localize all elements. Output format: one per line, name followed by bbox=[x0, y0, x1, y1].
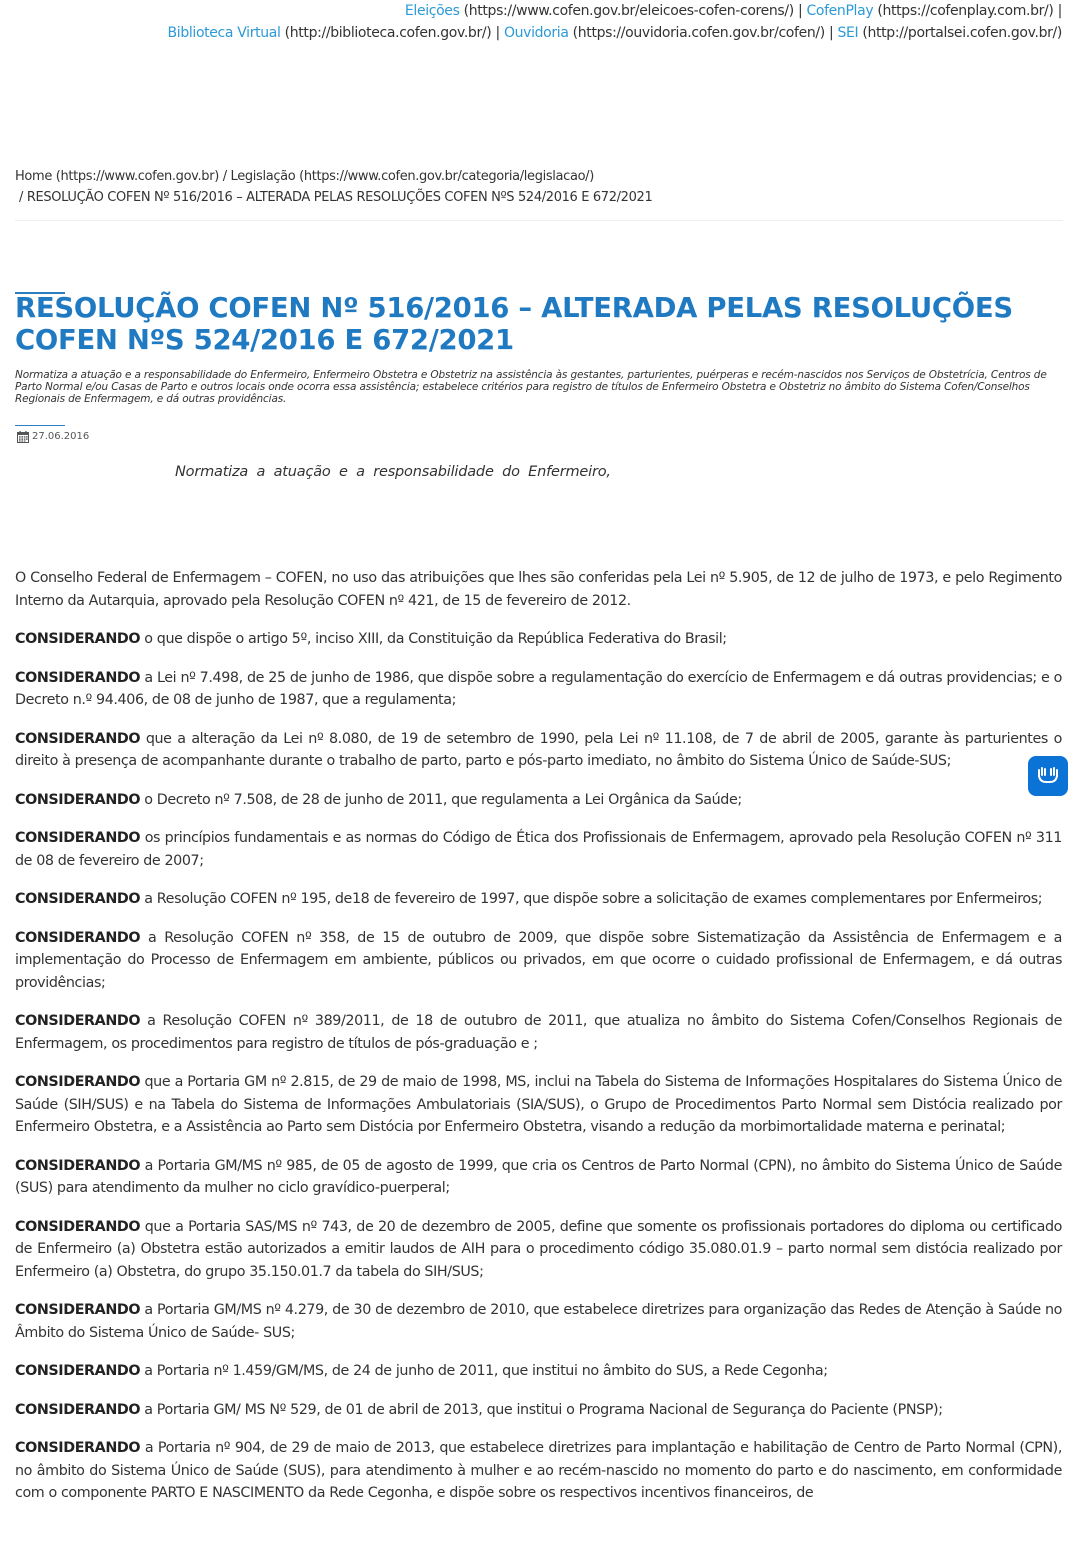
article-body bbox=[15, 567, 1062, 1521]
considerando-text: a Portaria nº 904, de 29 de maio de 2013, que estabelece diretrizes para implantação e habilitação de Centro de Parto Normal (CPN), no âmbito do Sistema Único de Saúde (SUS), para atendimento à mulher e ao recém-nascido no momento do parto e do nascimento, em conformidade com o componente PARTO E NASCIMENTO da Rede Cegonha, e dispõe sobre os respectivos incentivos financeiros, de bbox=[15, 1440, 1062, 1501]
considerando-keyword: CONSIDERANDO bbox=[15, 1401, 141, 1418]
ementa-quote: Normatiza a atuação e a responsabilidade do Enfermeiro, bbox=[175, 464, 611, 480]
considerando-text: a Lei nº 7.498, de 25 de junho de 1986, que dispõe sobre a regulamentação do exercício de Enfermagem e dá outras providencias; e o Decreto n.º 94.406, de 08 de junho de 1987, que a regulamenta; bbox=[15, 669, 1062, 708]
considerando-paragraph bbox=[15, 628, 1062, 651]
considerando-keyword: CONSIDERANDO bbox=[15, 730, 141, 747]
considerando-paragraph bbox=[15, 927, 1062, 995]
considerando-paragraph bbox=[15, 1360, 1062, 1383]
link-ouvidoria[interactable]: Ouvidoria bbox=[503, 25, 569, 41]
considerando-paragraph bbox=[15, 728, 1062, 773]
breadcrumb-separator: / bbox=[19, 190, 24, 205]
considerando-text: a Portaria GM/ MS Nº 529, de 01 de abril de 2013, que institui o Programa Nacional de Segurança do Paciente (PNSP); bbox=[144, 1401, 943, 1418]
top-links-line-2 bbox=[168, 22, 1062, 44]
breadcrumb bbox=[15, 166, 1063, 208]
considerando-text: a Portaria GM/MS nº 985, de 05 de agosto de 1999, que cria os Centros de Parto Normal (CPN), no âmbito do Sistema Único de Saúde (SUS) para atendimento da mulher no ciclo gravídico-puerperal; bbox=[15, 1157, 1062, 1196]
considerando-paragraph bbox=[15, 1437, 1062, 1505]
sign-language-hands-icon bbox=[1035, 763, 1061, 789]
considerando-keyword: CONSIDERANDO bbox=[15, 1157, 141, 1174]
considerando-paragraph bbox=[15, 1399, 1062, 1422]
considerando-text: os princípios fundamentais e as normas do Código de Ética dos Profissionais de Enfermagem, aprovado pela Resolução COFEN nº 311 de 08 de fevereiro de 2007; bbox=[15, 830, 1062, 869]
nav-separator: | bbox=[828, 25, 834, 41]
top-links-line-1 bbox=[168, 0, 1062, 22]
considerando-keyword: CONSIDERANDO bbox=[15, 669, 141, 686]
nav-separator: | bbox=[797, 3, 803, 19]
considerandos-list bbox=[15, 628, 1062, 1505]
considerando-keyword: CONSIDERANDO bbox=[15, 1363, 141, 1379]
considerando-paragraph bbox=[15, 667, 1062, 712]
considerando-paragraph bbox=[15, 1216, 1062, 1284]
considerando-text: que a Portaria SAS/MS nº 743, de 20 de dezembro de 2005, define que somente os profissionais portadores do diploma ou certificado de Enfermeiro (a) Obstetra estão autorizados a emitir laudos de AIH para o procedimento código 35.080.01.9 – parto normal sem distócia realizado por Enfermeiro (a) Obstetra, do grupo 35.150.01.7 da tabela do SIH/SUS; bbox=[15, 1218, 1062, 1280]
link-biblioteca-virtual[interactable]: Biblioteca Virtual bbox=[167, 25, 281, 41]
nav-separator: | bbox=[495, 25, 500, 41]
accessibility-button[interactable] bbox=[1028, 756, 1068, 796]
breadcrumb-legislacao[interactable]: Legislação (https://www.cofen.gov.br/categoria/legislacao/) bbox=[230, 169, 594, 184]
considerando-text: a Portaria nº 1.459/GM/MS, de 24 de junho de 2011, que institui no âmbito do SUS, a Rede Cegonha; bbox=[144, 1363, 828, 1379]
publish-date bbox=[17, 430, 89, 444]
considerando-paragraph bbox=[15, 1010, 1062, 1055]
breadcrumb-divider bbox=[15, 220, 1063, 221]
link-sei[interactable]: SEI bbox=[837, 25, 859, 41]
link-cofenplay[interactable]: CofenPlay bbox=[806, 3, 874, 19]
considerando-text: o Decreto nº 7.508, de 28 de junho de 2011, que regulamenta a Lei Orgânica da Saúde; bbox=[144, 791, 742, 808]
considerando-keyword: CONSIDERANDO bbox=[15, 929, 141, 946]
link-sei-url: (http://portalsei.cofen.gov.br/) bbox=[862, 25, 1062, 41]
considerando-paragraph bbox=[15, 1071, 1062, 1139]
considerando-keyword: CONSIDERANDO bbox=[15, 791, 141, 808]
link-biblioteca-url: (http://biblioteca.cofen.gov.br/) bbox=[284, 25, 492, 41]
calendar-icon bbox=[17, 431, 29, 443]
link-ouvidoria-url: (https://ouvidoria.cofen.gov.br/cofen/) bbox=[572, 25, 825, 41]
considerando-keyword: CONSIDERANDO bbox=[15, 1013, 141, 1029]
considerando-keyword: CONSIDERANDO bbox=[15, 1074, 141, 1090]
intro-paragraph: O Conselho Federal de Enfermagem – COFEN, no uso das atribuições que lhes são conferidas pela Lei nº 5.905, de 12 de julho de 1973, e pelo Regimento Interno da Autarquia, aprovado pela Resolução COFEN nº 421, de 15 de fevereiro de 2012. bbox=[15, 570, 1062, 609]
considerando-paragraph bbox=[15, 888, 1062, 911]
link-eleicoes-url: (https://www.cofen.gov.br/eleicoes-cofen-corens/) bbox=[463, 3, 794, 19]
considerando-keyword: CONSIDERANDO bbox=[15, 1440, 141, 1456]
publish-date-text: 27.06.2016 bbox=[32, 431, 90, 442]
considerando-paragraph bbox=[15, 1155, 1062, 1200]
considerando-paragraph bbox=[15, 827, 1062, 872]
considerando-keyword: CONSIDERANDO bbox=[15, 891, 141, 907]
considerando-paragraph bbox=[15, 1299, 1062, 1344]
nav-separator: | bbox=[1057, 3, 1062, 19]
page-subtitle: Normatiza a atuação e a responsabilidade do Enfermeiro, Enfermeiro Obstetra e Obstetriz na assistência às gestantes, parturientes, puérperas e recém-nascidos nos Serviços de Obstetrícia, Centros de Parto Normal e/ou Casas de Parto e outros locais onde ocorra essa assistência; estabelece critérios para registro de títulos de Enfermeiro Obstetra e Obstetriz no âmbito do Sistema Cofen/Conselhos Regionais de Enfermagem, e dá outras providências. bbox=[15, 369, 1047, 405]
considerando-text: o que dispõe o artigo 5º, inciso XIII, da Constituição da República Federativa do Brasil; bbox=[144, 631, 727, 647]
considerando-paragraph bbox=[15, 789, 1062, 812]
considerando-keyword: CONSIDERANDO bbox=[15, 1218, 141, 1235]
considerando-keyword: CONSIDERANDO bbox=[15, 631, 141, 647]
date-accent-bar bbox=[15, 425, 65, 426]
link-eleicoes[interactable]: Eleições bbox=[404, 3, 460, 19]
considerando-text: que a alteração da Lei nº 8.080, de 19 de setembro de 1990, pela Lei nº 11.108, de 7 de abril de 2005, garante às parturientes o direito à presença de acompanhante durante o trabalho de parto, parto e pós-parto imediato, no âmbito do Sistema Único de Saúde-SUS; bbox=[15, 730, 1062, 769]
considerando-text: que a Portaria GM nº 2.815, de 29 de maio de 1998, MS, inclui na Tabela do Sistema de Informações Hospitalares do Sistema Único de Saúde (SIH/SUS) e na Tabela do Sistema de Informações Ambulatoriais (SIA/SUS), o Grupo de Procedimentos Parto Normal sem Distócia realizado por Enfermeiro Obstetra, e a Assistência ao Parto sem Distócia por Enfermeiro Obstetra, visando a redução da morbimortalidade materna e perinatal; bbox=[15, 1074, 1062, 1135]
considerando-text: a Resolução COFEN nº 195, de18 de fevereiro de 1997, que dispõe sobre a solicitação de exames complementares por Enfermeiros; bbox=[144, 891, 1043, 907]
breadcrumb-current: RESOLUÇÃO COFEN Nº 516/2016 – ALTERADA PELAS RESOLUÇÕES COFEN NºS 524/2016 E 672/2021 bbox=[26, 190, 653, 205]
top-links bbox=[168, 0, 1062, 44]
considerando-text: a Portaria GM/MS nº 4.279, de 30 de dezembro de 2010, que estabelece diretrizes para organização das Redes de Atenção à Saúde no Âmbito do Sistema Único de Saúde- SUS; bbox=[15, 1302, 1062, 1341]
breadcrumb-home[interactable]: Home (https://www.cofen.gov.br) bbox=[15, 169, 219, 184]
link-cofenplay-url: (https://cofenplay.com.br/) bbox=[877, 3, 1054, 19]
considerando-text: a Resolução COFEN nº 389/2011, de 18 de outubro de 2011, que atualiza no âmbito do Sistema Cofen/Conselhos Regionais de Enfermagem, os procedimentos para registro de títulos de pós-graduação e ; bbox=[15, 1013, 1062, 1052]
breadcrumb-separator: / bbox=[222, 169, 227, 184]
considerando-text: a Resolução COFEN nº 358, de 15 de outubro de 2009, que dispõe sobre Sistematização da Assistência de Enfermagem e a implementação do Processo de Enfermagem em ambiente, públicos ou privados, em que ocorre o cuidado profissional de Enfermagem, e dá outras providências; bbox=[15, 929, 1062, 991]
considerando-keyword: CONSIDERANDO bbox=[15, 830, 141, 846]
considerando-keyword: CONSIDERANDO bbox=[15, 1302, 141, 1318]
page-title: RESOLUÇÃO COFEN Nº 516/2016 – ALTERADA PELAS RESOLUÇÕES COFEN NºS 524/2016 E 672/2021 bbox=[15, 292, 1013, 356]
